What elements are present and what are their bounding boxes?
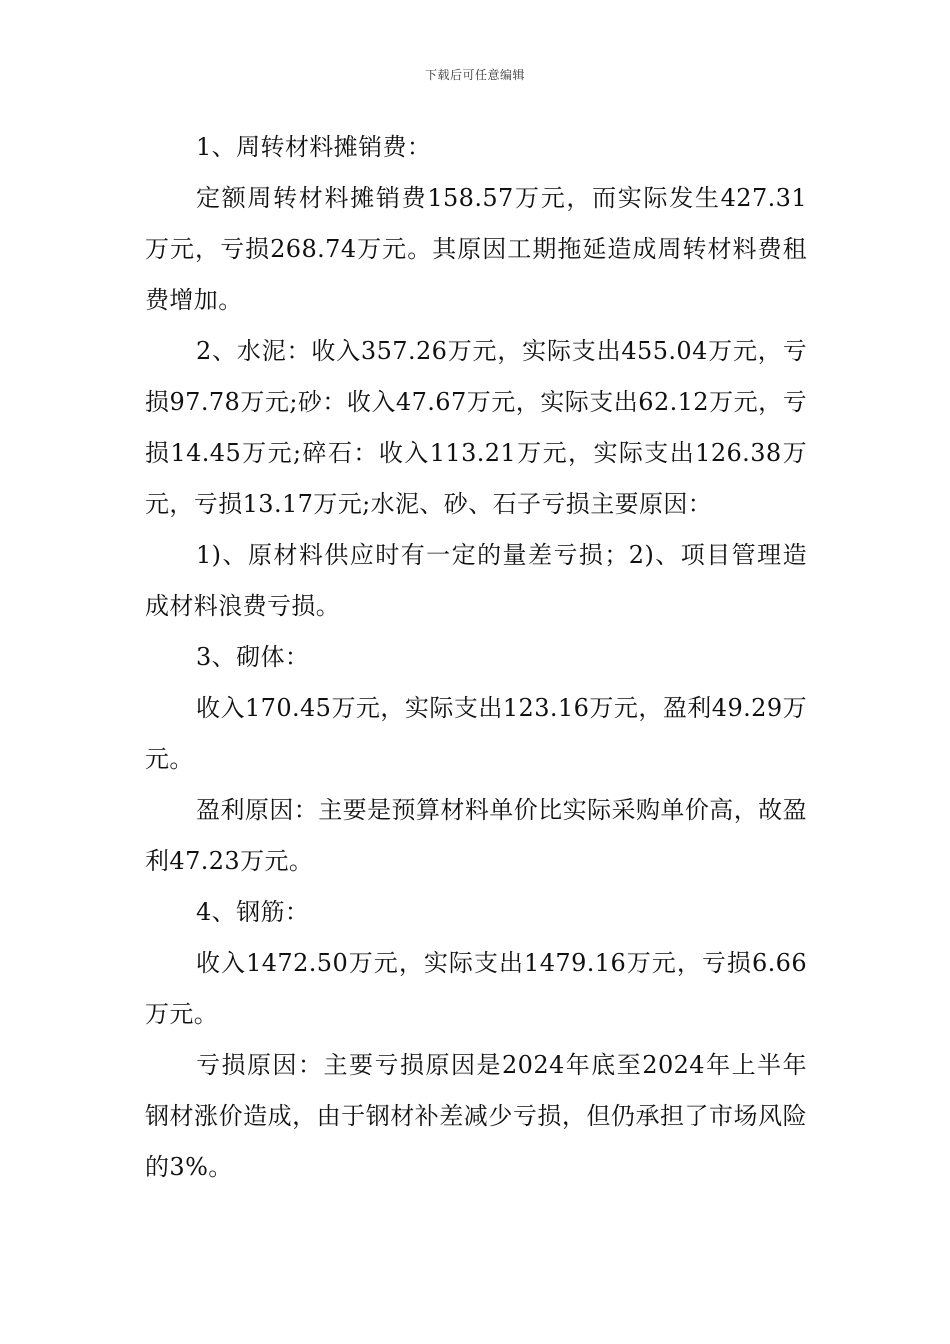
paragraph-turnover-materials: 定额周转材料摊销费158.57万元，而实际发生427.31万元，亏损268.74万元。其原因工期拖延造成周转材料费租费增加。 (145, 184, 807, 314)
heading-masonry: 3、砌体： (196, 643, 310, 671)
page-header: 下载后可任意编辑 (424, 68, 525, 82)
document-body (145, 122, 807, 1193)
heading-turnover-materials: 1、周转材料摊销费： (196, 133, 432, 161)
paragraph-rebar-figures: 收入1472.50万元，实际支出1479.16万元，亏损6.66万元。 (145, 949, 807, 1028)
heading-rebar: 4、钢筋： (196, 898, 310, 926)
paragraph-loss-reasons: 1)、原材料供应时有一定的量差亏损；2)、项目管理造成材料浪费亏损。 (145, 541, 807, 620)
paragraph-rebar-loss-reason: 亏损原因：主要亏损原因是2024年底至2024年上半年钢材涨价造成，由于钢材补差减少亏损，但仍承担了市场风险的3%。 (145, 1051, 807, 1181)
paragraph-masonry-profit-reason: 盈利原因：主要是预算材料单价比实际采购单价高，故盈利47.23万元。 (145, 796, 807, 875)
paragraph-masonry-figures: 收入170.45万元，实际支出123.16万元，盈利49.29万元。 (145, 694, 807, 773)
paragraph-cement-sand-gravel: 2、水泥：收入357.26万元，实际支出455.04万元，亏损97.78万元;砂：收入47.67万元，实际支出62.12万元，亏损14.45万元;碎石：收入113.21万元，实际支出126.38万元，亏损13.17万元;水泥、砂、石子亏损主要原因： (145, 337, 807, 518)
